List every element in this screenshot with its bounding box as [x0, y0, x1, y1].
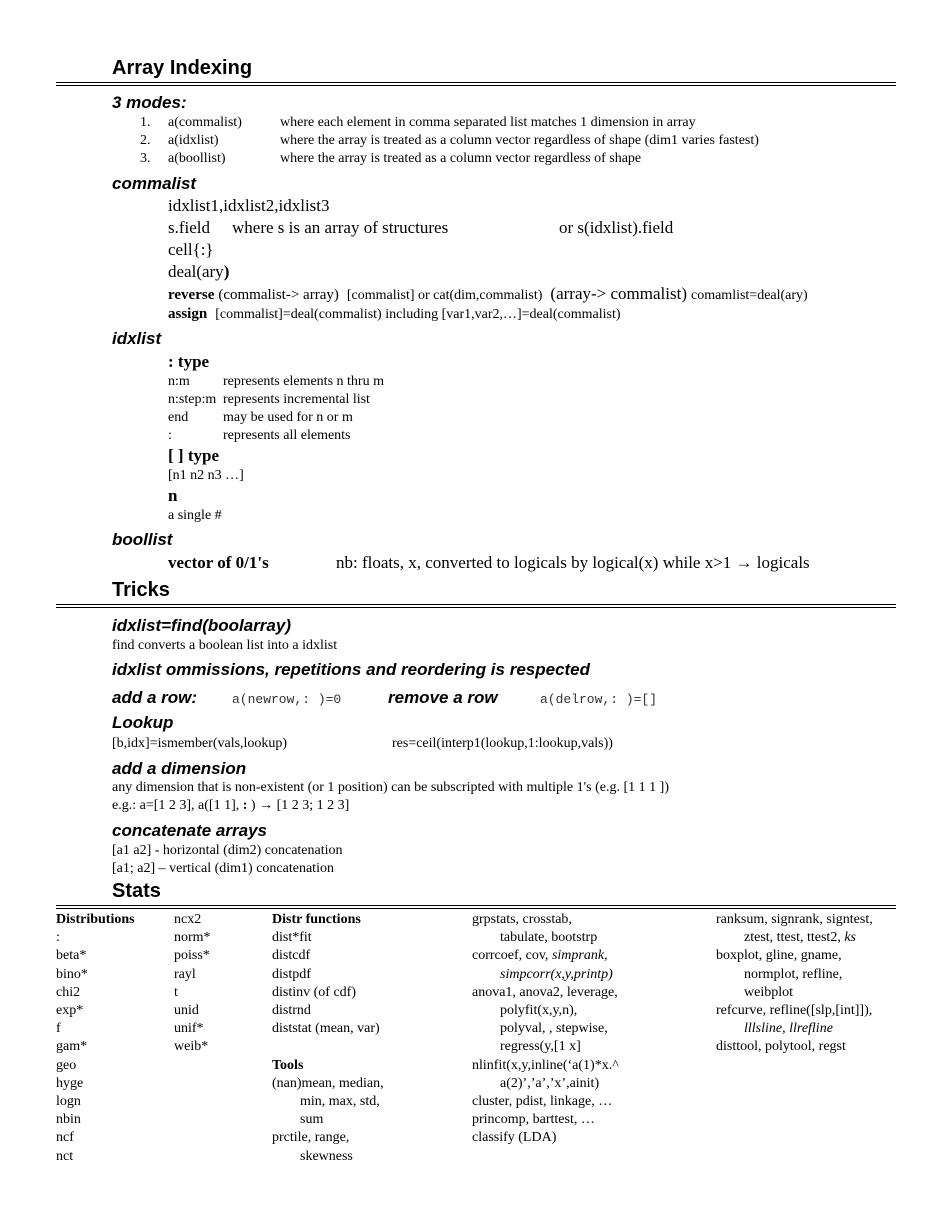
section-rule	[56, 604, 896, 608]
heading-find: idxlist=find(boolarray)	[112, 616, 291, 635]
dist-item: norm*	[174, 930, 211, 946]
heading-ommissions: idxlist ommissions, repetitions and reordering is respected	[112, 660, 591, 679]
idx-val: may be used for n or m	[223, 410, 353, 425]
add-dimension-desc: any dimension that is non-existent (or 1 position) can be subscripted with multiple 1's (e.g. [1 1 1 ])	[112, 780, 669, 795]
dist-item: ncx2	[174, 912, 202, 927]
dist-item: poiss*	[174, 948, 210, 964]
sfield-desc: where s is an array of structures	[232, 218, 449, 237]
stats-item: tabulate, bootstrp	[500, 930, 598, 946]
idx-key: end	[168, 410, 189, 425]
stats-item: polyfit(x,y,n),	[500, 1003, 578, 1019]
mode-name: a(commalist)	[168, 115, 242, 130]
distr-functions-col	[272, 911, 384, 1166]
distr-function-item: dist*fit	[272, 930, 312, 946]
dist-item: bino*	[56, 966, 88, 982]
idx-key: n:m	[168, 374, 190, 389]
distributions-col1	[56, 911, 135, 1166]
tools-item: skewness	[300, 1148, 353, 1164]
dist-item: :	[56, 930, 60, 946]
heading-commalist: commalist	[112, 174, 197, 193]
tools-item: (nan)mean, median,	[272, 1075, 384, 1091]
dist-item: geo	[56, 1057, 77, 1073]
stats-item: classify (LDA)	[472, 1130, 557, 1146]
dist-item: unid	[174, 1003, 199, 1019]
tools-item: min, max, std,	[300, 1094, 380, 1110]
bracket-type-heading: [ ] type	[168, 446, 219, 465]
concat-horizontal: [a1 a2] - horizontal (dim2) concatenation	[112, 843, 343, 858]
distributions-heading: Distributions	[56, 912, 135, 927]
remove-row-code: a(delrow,: )=[]	[540, 692, 658, 707]
stats-item: polyval, , stepwise,	[500, 1021, 608, 1037]
lookup-ismember: [b,idx]=ismember(vals,lookup)	[112, 736, 288, 751]
stats-item: princomp, barttest, …	[472, 1112, 595, 1128]
dist-item: logn	[56, 1094, 81, 1110]
stats-item: weibplot	[744, 984, 793, 1000]
dist-item: f	[56, 1021, 61, 1037]
stats-item: ranksum, signrank, signtest,	[716, 912, 873, 927]
dist-item: beta*	[56, 948, 87, 964]
heading-3-modes: 3 modes:	[112, 93, 187, 112]
dist-item: ncf	[56, 1130, 74, 1146]
heading-remove-row: remove a row	[388, 688, 498, 707]
idx-key: :	[168, 428, 172, 443]
mode-num: 1.	[140, 115, 151, 130]
heading-idxlist: idxlist	[112, 329, 162, 348]
distr-function-item: distrnd	[272, 1003, 311, 1019]
idx-key: n:step:m	[168, 392, 217, 407]
heading-add-dimension: add a dimension	[112, 759, 247, 778]
stats-item: nlinfit(x,y,inline(‘a(1)*x.^	[472, 1057, 619, 1073]
dist-item: chi2	[56, 984, 81, 1000]
section-title-array-indexing: Array Indexing	[112, 57, 253, 79]
section-rule	[56, 82, 896, 86]
stats-item: anova1, anova2, leverage,	[472, 984, 618, 1000]
n-type-heading: n	[168, 486, 178, 505]
section-rule	[56, 905, 896, 909]
sfield-alt: or s(idxlist).field	[559, 218, 674, 237]
colon-type-heading: : type	[168, 352, 210, 371]
dist-item: gam*	[56, 1039, 88, 1055]
boollist-note: nb: floats, x, converted to logicals by logical(x) while x>1 → logicals	[336, 553, 810, 572]
stats-item: normplot, refline,	[744, 966, 843, 982]
distr-function-item: distpdf	[272, 966, 311, 982]
stats-item: boxplot, gline, gname,	[716, 948, 842, 964]
assign-line: assign [commalist]=deal(commalist) including [var1,var2,…]=deal(commalist)	[168, 306, 621, 322]
dist-item: nbin	[56, 1112, 81, 1128]
distributions-col2	[174, 911, 211, 1057]
stats-item: refcurve, refline([slp,[int]]),	[716, 1003, 873, 1019]
stats-functions-col4	[472, 911, 619, 1148]
deal-expr: deal(ary)	[168, 262, 230, 281]
add-row-code: a(newrow,: )=0	[232, 692, 342, 707]
tools-item: sum	[300, 1112, 324, 1128]
dist-item: hyge	[56, 1075, 84, 1091]
n-desc: a single #	[168, 508, 222, 523]
distr-function-item: distinv (of cdf)	[272, 984, 356, 1000]
stats-item: regress(y,[1 x]	[500, 1039, 581, 1055]
dist-item: rayl	[174, 966, 196, 982]
boollist-label: vector of 0/1's	[168, 553, 269, 572]
cell-expr: cell{:}	[168, 240, 214, 259]
mode-name: a(boollist)	[168, 151, 226, 166]
idx-val: represents elements n thru m	[223, 374, 384, 389]
add-dimension-example: e.g.: a=[1 2 3], a([1 1], : ) → [1 2 3; 1 2 3]	[112, 798, 350, 813]
dist-item: weib*	[174, 1039, 209, 1055]
section-title-tricks: Tricks	[112, 579, 170, 601]
mode-desc: where the array is treated as a column vector regardless of shape (dim1 varies fastest)	[280, 133, 759, 148]
stats-item: disttool, polytool, regst	[716, 1039, 846, 1055]
stats-item: ztest, ttest, ttest2, ks	[744, 930, 856, 946]
dist-item: t	[174, 984, 178, 1000]
heading-add-row: add a row:	[112, 688, 198, 707]
idx-val: represents all elements	[223, 428, 351, 443]
mode-desc: where the array is treated as a column vector regardless of shape	[280, 151, 642, 166]
concat-vertical: [a1; a2] – vertical (dim1) concatenation	[112, 861, 334, 876]
mode-num: 3.	[140, 151, 151, 166]
dist-item: nct	[56, 1148, 74, 1164]
stats-item: grpstats, crosstab,	[472, 912, 572, 927]
stats-item: corrcoef, cov, simprank,	[472, 948, 608, 964]
heading-lookup: Lookup	[112, 713, 174, 732]
tools-heading: Tools	[272, 1057, 304, 1073]
section-title-stats: Stats	[112, 880, 161, 902]
lookup-interp: res=ceil(interp1(lookup,1:lookup,vals))	[392, 736, 613, 751]
mode-name: a(idxlist)	[168, 133, 219, 148]
commalist-line: idxlist1,idxlist2,idxlist3	[168, 196, 330, 215]
mode-desc: where each element in comma separated list matches 1 dimension in array	[280, 115, 696, 130]
tools-item: prctile, range,	[272, 1130, 350, 1146]
distr-functions-heading: Distr functions	[272, 912, 361, 927]
dist-item: unif*	[174, 1021, 204, 1037]
sfield: s.field	[168, 218, 211, 237]
stats-item: cluster, pdist, linkage, …	[472, 1094, 613, 1110]
stats-item: lllsline, llrefline	[744, 1021, 833, 1037]
dist-item: exp*	[56, 1003, 84, 1019]
distr-function-item: distcdf	[272, 948, 311, 964]
heading-boollist: boollist	[112, 530, 173, 549]
stats-item: simpcorr(x,y,printp)	[500, 966, 613, 982]
reverse-line: reverse (commalist-> array) [commalist] or cat(dim,commalist) (array-> commalist) comamlist=deal(ary)	[168, 284, 808, 303]
distr-function-item: diststat (mean, var)	[272, 1021, 380, 1037]
stats-item: a(2)’,’a’,’x’,ainit)	[500, 1075, 600, 1091]
mode-num: 2.	[140, 133, 151, 148]
idx-val: represents incremental list	[223, 392, 370, 407]
find-desc: find converts a boolean list into a idxlist	[112, 638, 338, 653]
stats-functions-col5	[716, 911, 873, 1057]
bracket-example: [n1 n2 n3 …]	[168, 468, 244, 483]
heading-concatenate: concatenate arrays	[112, 821, 267, 840]
